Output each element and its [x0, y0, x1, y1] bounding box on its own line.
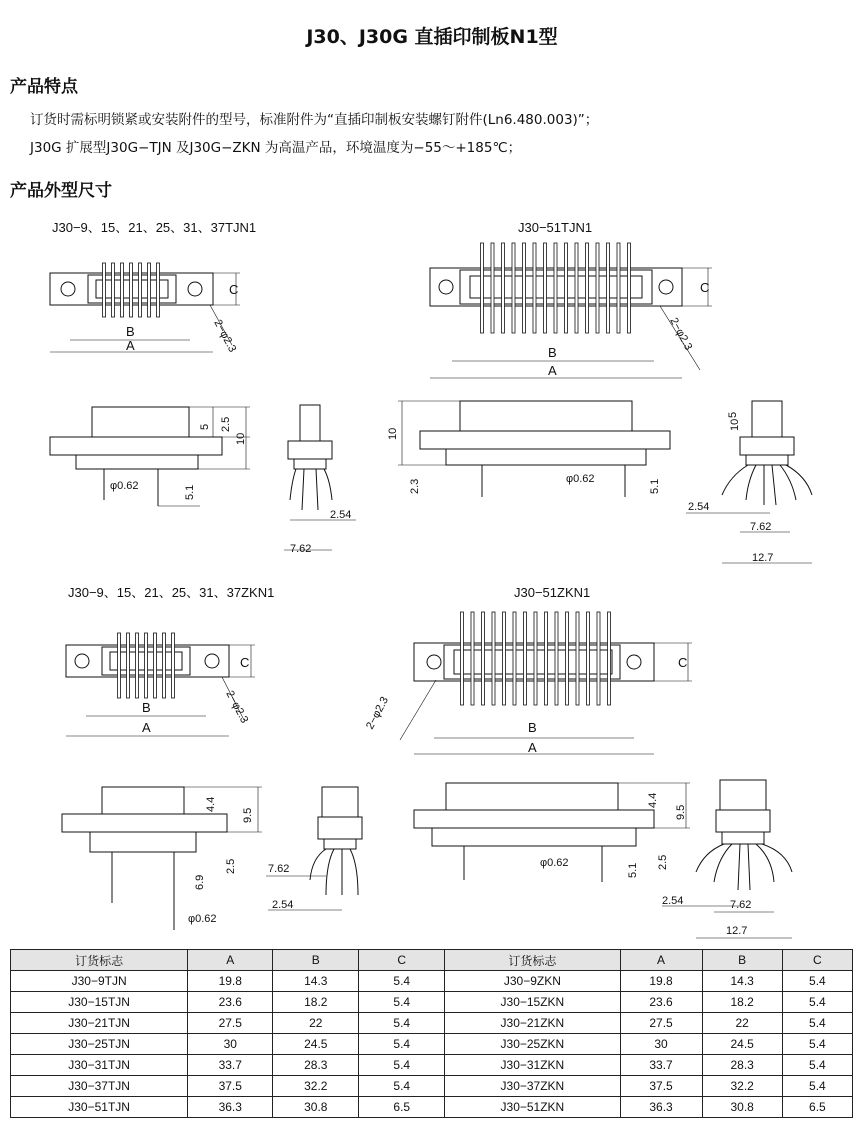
dim-2-5: 2.5	[220, 416, 232, 432]
dim-6-9: 6.9	[194, 874, 206, 890]
table-cell: 32.2	[273, 1076, 359, 1097]
table-row	[11, 1034, 853, 1055]
connector-pin	[139, 263, 142, 317]
table-cell: J30−51TJN	[11, 1097, 188, 1118]
table-cell: 33.7	[188, 1055, 273, 1076]
table-cell: 5.4	[359, 992, 445, 1013]
dim-7-62: 7.62	[268, 863, 290, 875]
dim-7-62: 7.62	[750, 521, 772, 533]
table-cell: 19.8	[188, 971, 273, 992]
dim-2-5: 2.5	[225, 858, 237, 874]
connector-pin	[121, 263, 124, 317]
connector-pin	[163, 633, 166, 698]
connector-pin	[492, 612, 495, 705]
table-cell: 5.4	[359, 1034, 445, 1055]
connector-pin	[491, 243, 494, 333]
drawing-zkn1-end	[266, 787, 362, 911]
connector-pin	[575, 243, 578, 333]
dim-hole: 2−φ2.3	[364, 694, 392, 732]
table-cell: 23.6	[620, 992, 702, 1013]
connector-pin	[148, 263, 151, 317]
table-header-cell: C	[359, 950, 445, 971]
table-cell: 5.4	[782, 1034, 852, 1055]
table-cell: J30−9ZKN	[445, 971, 620, 992]
drawing-tjn1-end	[284, 405, 356, 555]
table-row	[11, 1097, 853, 1118]
table-cell: 5.4	[782, 1055, 852, 1076]
connector-pin	[523, 243, 526, 333]
table-cell: 24.5	[702, 1034, 782, 1055]
dim-2-54: 2.54	[330, 509, 352, 521]
table-cell: 5.4	[782, 1076, 852, 1097]
dim-7-62: 7.62	[290, 543, 312, 555]
dim-12-7: 12.7	[752, 552, 774, 564]
table-row	[11, 1076, 853, 1097]
dim-c: C	[678, 655, 688, 670]
dim-2-3: 2.3	[409, 478, 421, 494]
table-cell: 27.5	[188, 1013, 273, 1034]
table-cell: 30.8	[702, 1097, 782, 1118]
connector-pin	[524, 612, 527, 705]
dim-5-1: 5.1	[184, 484, 196, 500]
table-header-cell: C	[782, 950, 852, 971]
dim-pin-dia: φ0.62	[540, 857, 569, 869]
table-row	[11, 1055, 853, 1076]
dim-c: C	[229, 282, 239, 297]
connector-pin	[628, 243, 631, 333]
dimensions-heading: 产品外型尺寸	[10, 181, 112, 201]
table-cell: 5.4	[782, 992, 852, 1013]
connector-pin	[503, 612, 506, 705]
dim-c: C	[700, 280, 710, 295]
table-header-cell: A	[188, 950, 273, 971]
connector-pin	[586, 243, 589, 333]
drawing-title: J30−51ZKN1	[514, 585, 591, 600]
features-heading: 产品特点	[10, 77, 78, 97]
table-cell: J30−21TJN	[11, 1013, 188, 1034]
connector-pin	[112, 263, 115, 317]
drawing-title: J30−51TJN1	[518, 220, 593, 235]
connector-pins	[103, 243, 631, 705]
dim-5: 5	[727, 411, 739, 418]
connector-pin	[502, 243, 505, 333]
dim-5: 5	[199, 423, 211, 430]
connector-pin	[461, 612, 464, 705]
table-cell: 30	[620, 1034, 702, 1055]
dim-5-1: 5.1	[627, 862, 639, 878]
dim-7-62: 7.62	[730, 899, 752, 911]
dim-5-1: 5.1	[649, 478, 661, 494]
connector-pin	[145, 633, 148, 698]
connector-pin	[597, 612, 600, 705]
table-header-row	[11, 950, 853, 971]
dim-b: B	[548, 345, 557, 360]
page-title: J30、J30G 直插印制板N1型	[306, 26, 558, 48]
connector-pin	[576, 612, 579, 705]
table-cell: 5.4	[359, 1013, 445, 1034]
table-cell: 28.3	[702, 1055, 782, 1076]
dim-a: A	[126, 338, 135, 353]
table-cell: 36.3	[620, 1097, 702, 1118]
dim-2-54: 2.54	[272, 899, 294, 911]
table-cell: J30−37ZKN	[445, 1076, 620, 1097]
table-cell: 5.4	[359, 1076, 445, 1097]
table-cell: 19.8	[620, 971, 702, 992]
connector-pin	[534, 612, 537, 705]
table-cell: 6.5	[782, 1097, 852, 1118]
connector-pin	[554, 243, 557, 333]
table-cell: 37.5	[620, 1076, 702, 1097]
connector-pin	[513, 612, 516, 705]
dim-10: 10	[387, 427, 399, 440]
connector-pin	[130, 263, 133, 317]
table-cell: 24.5	[273, 1034, 359, 1055]
dim-10: 10	[729, 418, 741, 431]
connector-pin	[565, 243, 568, 333]
connector-pin	[482, 612, 485, 705]
table-cell: 5.4	[359, 971, 445, 992]
connector-pin	[157, 263, 160, 317]
dim-4-4: 4.4	[205, 796, 217, 812]
connector-pin	[471, 612, 474, 705]
connector-pin	[533, 243, 536, 333]
table-header-cell: 订货标志	[445, 950, 620, 971]
connector-pin	[103, 263, 106, 317]
dim-4-4: 4.4	[647, 792, 659, 808]
table-header-cell: B	[273, 950, 359, 971]
table-row	[11, 992, 853, 1013]
table-cell: 37.5	[188, 1076, 273, 1097]
connector-pin	[136, 633, 139, 698]
table-cell: J30−31TJN	[11, 1055, 188, 1076]
dim-2-54: 2.54	[688, 501, 710, 513]
table-header-cell: 订货标志	[11, 950, 188, 971]
table-cell: 14.3	[273, 971, 359, 992]
table-cell: 30	[188, 1034, 273, 1055]
features-line-1: 订货时需标明锁紧或安装附件的型号，标准附件为“直插印制板安装螺钉附件(Ln6.480.003)”；	[30, 112, 599, 128]
table-cell: J30−37TJN	[11, 1076, 188, 1097]
dim-b: B	[528, 720, 537, 735]
drawing-51zkn1-side	[414, 783, 690, 882]
dim-c: C	[240, 655, 250, 670]
table-cell: 18.2	[702, 992, 782, 1013]
table-cell: 5.4	[782, 1013, 852, 1034]
dim-b: B	[126, 324, 135, 339]
table-cell: 22	[702, 1013, 782, 1034]
connector-pin	[154, 633, 157, 698]
table-cell: J30−25TJN	[11, 1034, 188, 1055]
drawing-zkn1-side	[62, 787, 262, 930]
table-cell: J30−15ZKN	[445, 992, 620, 1013]
connector-pin	[608, 612, 611, 705]
table-cell: 27.5	[620, 1013, 702, 1034]
drawing-tjn1-top	[50, 220, 256, 354]
table-body	[11, 971, 853, 1118]
connector-pin	[587, 612, 590, 705]
dim-a: A	[528, 740, 537, 755]
table-cell: 22	[273, 1013, 359, 1034]
table-cell: J30−31ZKN	[445, 1055, 620, 1076]
dim-hole: 2−φ2.3	[223, 688, 251, 726]
dim-9-5: 9.5	[242, 807, 254, 823]
drawing-zkn1-top	[66, 585, 274, 736]
drawing-title: J30−9、15、21、25、31、37ZKN1	[68, 585, 275, 600]
table-cell: 28.3	[273, 1055, 359, 1076]
connector-pin	[596, 243, 599, 333]
table-cell: J30−51ZKN	[445, 1097, 620, 1118]
drawing-51tjn1-top	[430, 220, 712, 378]
connector-pin	[545, 612, 548, 705]
table-cell: J30−15TJN	[11, 992, 188, 1013]
dim-hole: 2−φ2.3	[667, 315, 695, 353]
connector-pin	[172, 633, 175, 698]
connector-pin	[544, 243, 547, 333]
dim-2-54: 2.54	[662, 895, 684, 907]
drawing-51zkn1-end	[662, 780, 792, 938]
table-cell: J30−25ZKN	[445, 1034, 620, 1055]
features-line-2: J30G 扩展型J30G−TJN 及J30G−ZKN 为高温产品，环境温度为−55～+185℃；	[30, 140, 522, 156]
dim-a: A	[548, 363, 557, 378]
dim-pin-dia: φ0.62	[188, 913, 217, 925]
connector-pin	[118, 633, 121, 698]
dim-pin-dia: φ0.62	[110, 480, 139, 492]
dim-hole: 2−φ2.3	[211, 317, 239, 355]
table-cell: J30−9TJN	[11, 971, 188, 992]
table-cell: 18.2	[273, 992, 359, 1013]
connector-pin	[481, 243, 484, 333]
drawing-title: J30−9、15、21、25、31、37TJN1	[52, 220, 257, 235]
table-cell: 6.5	[359, 1097, 445, 1118]
dim-pin-dia: φ0.62	[566, 473, 595, 485]
dim-10: 10	[235, 432, 247, 445]
table-cell: 30.8	[273, 1097, 359, 1118]
connector-pin	[127, 633, 130, 698]
table-cell: 14.3	[702, 971, 782, 992]
dim-a: A	[142, 720, 151, 735]
connector-pin	[566, 612, 569, 705]
dim-12-7: 12.7	[726, 925, 748, 937]
table-cell: 5.4	[359, 1055, 445, 1076]
connector-pin	[607, 243, 610, 333]
table-row	[11, 971, 853, 992]
drawing-51tjn1-end	[686, 401, 812, 564]
dim-b: B	[142, 700, 151, 715]
dimension-table	[10, 949, 853, 1118]
table-cell: J30−21ZKN	[445, 1013, 620, 1034]
table-cell: 36.3	[188, 1097, 273, 1118]
connector-pin	[555, 612, 558, 705]
table-cell: 5.4	[782, 971, 852, 992]
table-header-cell: A	[620, 950, 702, 971]
drawing-51tjn1-side	[387, 401, 670, 497]
table-header-cell: B	[702, 950, 782, 971]
connector-pin	[617, 243, 620, 333]
drawing-tjn1-side	[50, 407, 250, 506]
table-cell: 32.2	[702, 1076, 782, 1097]
table-cell: 23.6	[188, 992, 273, 1013]
connector-pin	[512, 243, 515, 333]
dim-9-5: 9.5	[675, 804, 687, 820]
table-cell: 33.7	[620, 1055, 702, 1076]
dim-2-5: 2.5	[657, 854, 669, 870]
table-row	[11, 1013, 853, 1034]
drawing-51zkn1-top	[364, 585, 692, 755]
